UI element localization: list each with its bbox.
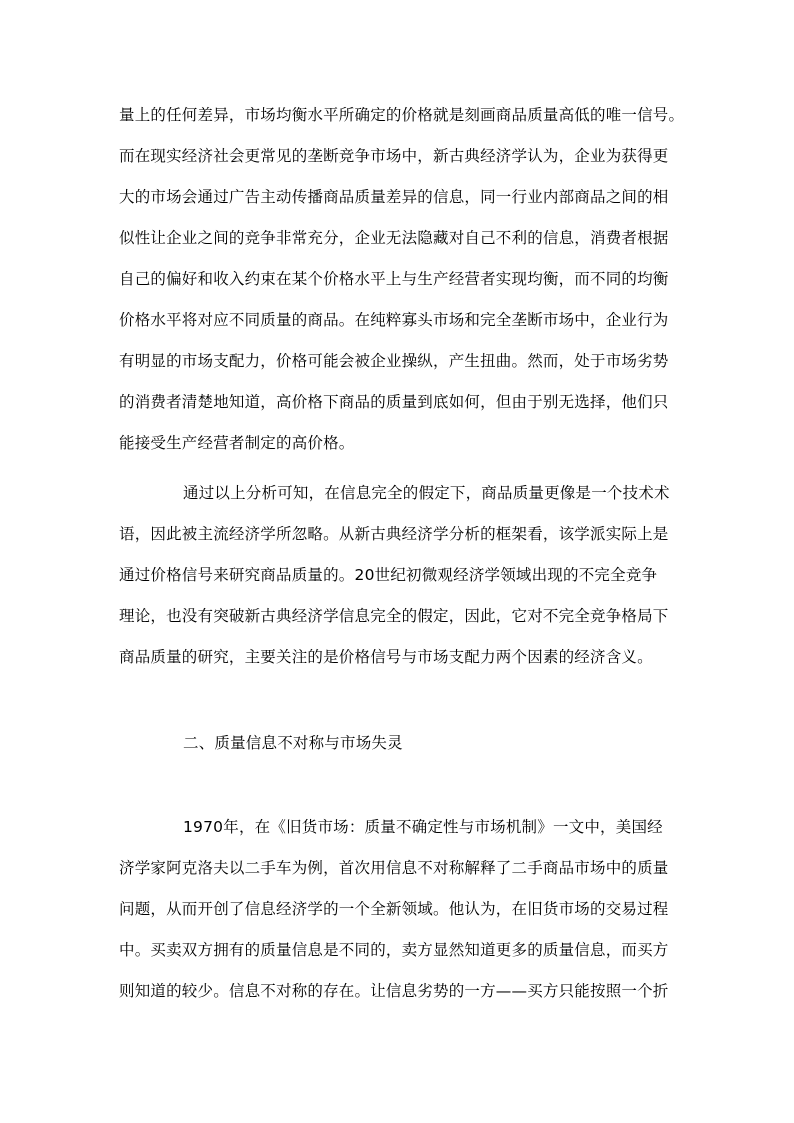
paragraph-3-line-5: 则知道的较少。信息不对称的存在。让信息劣势的一方——买方只能按照一个折: [119, 982, 669, 1000]
paragraph-3-line-4: 中。买卖双方拥有的质量信息是不同的，卖方显然知道更多的质量信息，而买方: [119, 941, 669, 959]
paragraph-3-line-2: 济学家阿克洛夫以二手车为例，首次用信息不对称解释了二手商品市场中的质量: [119, 859, 669, 877]
paragraph-3-line-3: 问题，从而开创了信息经济学的一个全新领域。他认为，在旧货市场的交易过程: [119, 900, 669, 918]
paragraph-2-line-4: 理论，也没有突破新古典经济学信息完全的假定，因此，它对不完全竞争格局下: [119, 607, 669, 625]
paragraph-1-line-3: 大的市场会通过广告主动传播商品质量差异的信息，同一行业内部商品之间的相: [119, 188, 669, 206]
paragraph-2-line-3: 通过价格信号来研究商品质量的。20世纪初微观经济学领域出现的不完全竞争: [119, 566, 658, 584]
paragraph-1-line-6: 价格水平将对应不同质量的商品。在纯粹寡头市场和完全垄断市场中，企业行为: [119, 311, 669, 329]
paragraph-2-line-2: 语，因此被主流经济学所忽略。从新古典经济学分析的框架看，该学派实际上是: [119, 525, 669, 543]
paragraph-1-line-1: 量上的任何差异，市场均衡水平所确定的价格就是刻画商品质量高低的唯一信号。: [119, 106, 685, 124]
paragraph-1-line-9: 能接受生产经营者制定的高价格。: [119, 434, 355, 452]
paragraph-1-line-4: 似性让企业之间的竞争非常充分，企业无法隐藏对自己不利的信息，消费者根据: [119, 229, 669, 247]
paragraph-1-line-2: 而在现实经济社会更常见的垄断竞争市场中，新古典经济学认为，企业为获得更: [119, 147, 669, 165]
paragraph-1-line-8: 的消费者清楚地知道，高价格下商品的质量到底如何，但由于别无选择，他们只: [119, 393, 669, 411]
paragraph-2-line-1: 通过以上分析可知，在信息完全的假定下，商品质量更像是一个技术术: [183, 484, 670, 502]
paragraph-2-line-5: 商品质量的研究，主要关注的是价格信号与市场支配力两个因素的经济含义。: [119, 648, 653, 666]
section-heading: 二、质量信息不对称与市场失灵: [183, 734, 403, 752]
paragraph-1-line-5: 自己的偏好和收入约束在某个价格水平上与生产经营者实现均衡，而不同的均衡: [119, 270, 669, 288]
paragraph-1-line-7: 有明显的市场支配力，价格可能会被企业操纵，产生扭曲。然而，处于市场劣势: [119, 352, 669, 370]
paragraph-3-line-1: 1970年，在《旧货市场：质量不确定性与市场机制》一文中，美国经: [183, 818, 663, 836]
